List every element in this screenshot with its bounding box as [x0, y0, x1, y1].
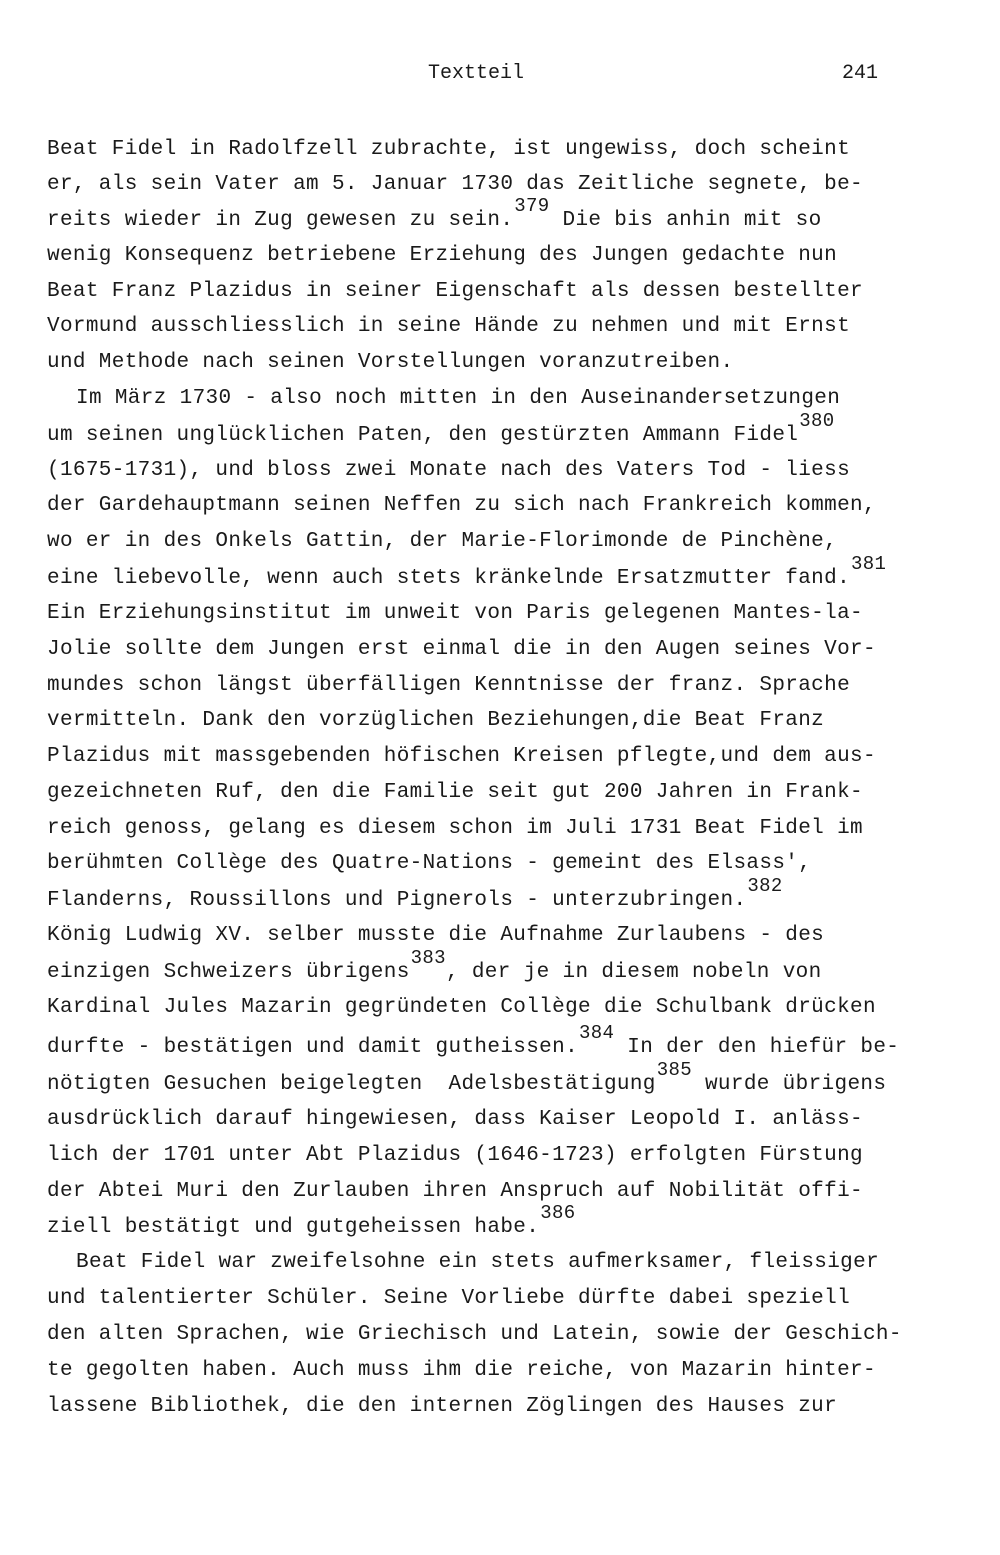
footnote-marker: 382	[747, 875, 783, 897]
line-text: Ein Erziehungsinstitut im unweit von Paris gelegenen Mantes-la-	[47, 602, 863, 625]
text-line	[47, 313, 850, 341]
text-line	[47, 553, 887, 593]
text-line	[47, 195, 822, 235]
line-text: eine liebevolle, wenn auch stets kränkelnde Ersatzmutter fand.	[47, 567, 851, 590]
text-line	[47, 994, 876, 1022]
page-header	[0, 62, 1000, 92]
line-text: Beat Fidel in Radolfzell zubrachte, ist ungewiss, doch scheint	[47, 138, 851, 161]
text-line	[47, 492, 876, 520]
text-line	[47, 1059, 887, 1099]
line-text: und Methode nach seinen Vorstellungen voranzutreiben.	[47, 351, 734, 374]
line-text: Plazidus mit massgebenden höfischen Kreisen pflegte,und dem aus-	[47, 745, 876, 768]
footnote-marker: 379	[514, 195, 550, 217]
line-text: lassene Bibliothek, die den internen Zöglingen des Hauses zur	[47, 1395, 838, 1418]
text-line	[47, 922, 824, 950]
line-text: ausdrücklich darauf hingewiesen, dass Kaiser Leopold I. anläss-	[47, 1108, 863, 1131]
line-text: um seinen unglücklichen Paten, den gestürzten Ammann Fidel	[47, 424, 799, 447]
text-line	[47, 410, 835, 450]
line-text: ziell bestätigt und gutgeheissen habe.	[47, 1216, 540, 1239]
text-line	[47, 1202, 576, 1242]
text-line	[47, 1178, 863, 1206]
footnote-marker: 386	[540, 1202, 576, 1224]
line-text: er, als sein Vater am 5. Januar 1730 das Zeitliche segnete, be-	[47, 173, 863, 196]
line-text: den alten Sprachen, wie Griechisch und Latein, sowie der Geschich-	[47, 1323, 902, 1346]
text-line	[47, 136, 850, 164]
line-text: (1675-1731), und bloss zwei Monate nach des Vaters Tod - liess	[47, 459, 851, 482]
line-text: Kardinal Jules Mazarin gegründeten Collège die Schulbank drücken	[47, 996, 876, 1019]
text-line	[47, 1285, 850, 1313]
line-text: einzigen Schweizers übrigens	[47, 961, 410, 984]
text-line	[47, 875, 783, 915]
line-text: Beat Fidel war zweifelsohne ein stets aufmerksamer, fleissiger	[76, 1251, 880, 1274]
line-text: wurde übrigens	[692, 1073, 887, 1096]
line-text: , der je in diesem nobeln von	[445, 961, 822, 984]
running-title: Textteil	[428, 62, 525, 85]
line-text: der Gardehauptmann seinen Neffen zu sich nach Frankreich kommen,	[47, 494, 876, 517]
line-text: Vormund ausschliesslich in seine Hände zu nehmen und mit Ernst	[47, 315, 851, 338]
line-text: mundes schon längst überfälligen Kenntnisse der franz. Sprache	[47, 674, 851, 697]
footnote-marker: 381	[851, 553, 887, 575]
text-line	[47, 707, 824, 735]
text-line	[47, 528, 837, 556]
line-text: König Ludwig XV. selber musste die Aufnahme Zurlaubens - des	[47, 924, 825, 947]
line-text: Flanderns, Roussillons und Pignerols - unterzubringen.	[47, 889, 747, 912]
line-text: und talentierter Schüler. Seine Vorliebe dürfte dabei speziell	[47, 1287, 851, 1310]
text-line	[47, 242, 837, 270]
text-line	[47, 1142, 863, 1170]
footnote-marker: 383	[410, 947, 446, 969]
line-text: nötigten Gesuchen beigelegten Adelsbestätigung	[47, 1073, 656, 1096]
line-text: lich der 1701 unter Abt Plazidus (1646-1723) erfolgten Fürstung	[47, 1144, 863, 1167]
text-line	[47, 171, 863, 199]
text-line	[47, 1393, 837, 1421]
text-line	[47, 349, 733, 377]
text-line	[47, 278, 863, 306]
text-line	[47, 815, 863, 843]
line-text: reits wieder in Zug gewesen zu sein.	[47, 209, 514, 232]
text-line	[47, 850, 811, 878]
line-text: reich genoss, gelang es diesem schon im Juli 1731 Beat Fidel im	[47, 817, 863, 840]
line-text: Im März 1730 - also noch mitten in den Auseinandersetzungen	[76, 387, 841, 410]
line-text: wenig Konsequenz betriebene Erziehung des Jungen gedachte nun	[47, 244, 838, 267]
text-line	[47, 672, 850, 700]
text-line	[47, 1022, 900, 1062]
footnote-marker: 384	[579, 1022, 615, 1044]
line-text: wo er in des Onkels Gattin, der Marie-Florimonde de Pinchène,	[47, 530, 838, 553]
line-text: In der den hiefür be-	[614, 1036, 900, 1059]
line-text: der Abtei Muri den Zurlauben ihren Anspruch auf Nobilität offi-	[47, 1180, 863, 1203]
page-number: 241	[842, 62, 879, 85]
text-line	[47, 1357, 876, 1385]
text-line	[47, 947, 822, 987]
line-text: Beat Franz Plazidus in seiner Eigenschaft als dessen bestellter	[47, 280, 863, 303]
line-text: gezeichneten Ruf, den die Familie seit gut 200 Jahren in Frank-	[47, 781, 863, 804]
footnote-marker: 385	[656, 1059, 693, 1081]
text-line	[47, 636, 876, 664]
text-line	[47, 457, 850, 485]
text-line	[47, 779, 863, 807]
line-text: vermitteln. Dank den vorzüglichen Beziehungen,die Beat Franz	[47, 709, 825, 732]
text-line	[76, 1249, 879, 1277]
text-line	[47, 600, 863, 628]
text-line	[76, 385, 840, 413]
text-line	[47, 1106, 863, 1134]
line-text: durfte - bestätigen und damit gutheissen.	[47, 1036, 579, 1059]
line-text: Die bis anhin mit so	[549, 209, 822, 232]
footnote-marker: 380	[799, 410, 835, 432]
line-text: Jolie sollte dem Jungen erst einmal die in den Augen seines Vor-	[47, 638, 876, 661]
line-text: te gegolten haben. Auch muss ihm die reiche, von Mazarin hinter-	[47, 1359, 876, 1382]
text-line	[47, 1321, 902, 1349]
line-text: berühmten Collège des Quatre-Nations - gemeint des Elsass',	[47, 852, 812, 875]
text-line	[47, 743, 876, 771]
